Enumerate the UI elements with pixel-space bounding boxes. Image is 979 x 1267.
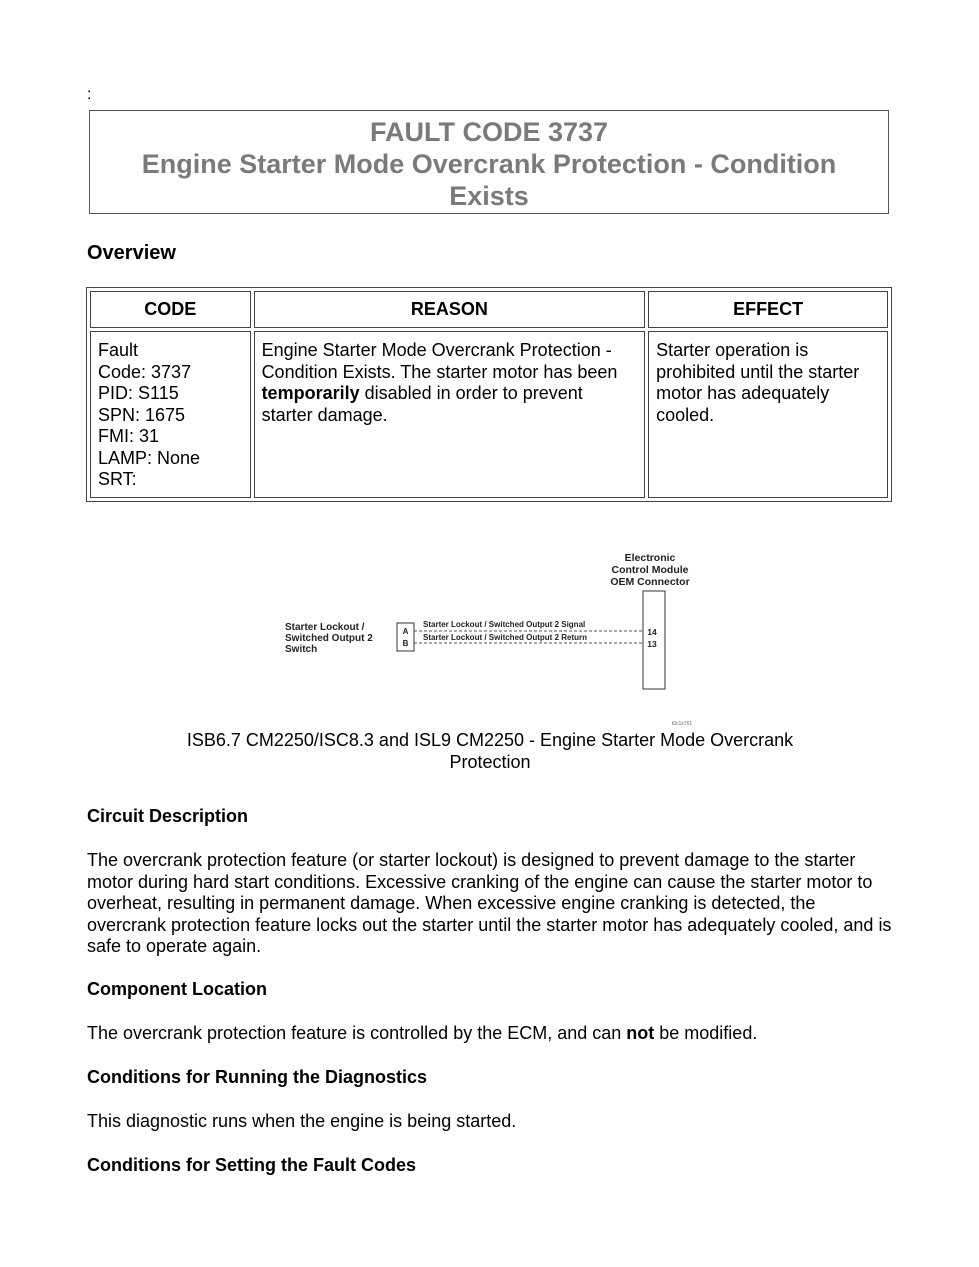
header-effect: EFFECT [648,291,888,328]
switch-label-line1: Starter Lockout / [285,622,365,633]
header-colon: : [87,86,92,103]
pin-14-label: 14 [647,627,657,637]
code-line: SRT: [98,469,137,489]
code-cell [90,331,251,498]
component-location-heading: Component Location [87,979,267,999]
table-row [90,331,888,498]
ecm-label-line2: Control Module [611,564,689,576]
signal-wire-label: Starter Lockout / Switched Output 2 Signal [423,620,586,629]
running-diagnostics-heading: Conditions for Running the Diagnostics [87,1067,427,1087]
running-diagnostics-text: This diagnostic runs when the engine is being started. [87,1111,517,1131]
overview-heading: Overview [87,242,176,264]
table-header-row [90,291,888,328]
code-line: LAMP: None [98,447,201,468]
caption-line2: Protection [449,752,531,772]
switch-label-line3: Switch [285,644,318,655]
header-code: CODE [90,291,251,328]
code-line: PID: S115 [98,383,179,403]
wiring-diagram [280,545,710,730]
code-line: Fault [98,340,139,360]
component-text-emphasis: not [626,1023,655,1043]
circuit-description-heading: Circuit Description [87,806,249,826]
setting-fault-codes-heading: Conditions for Setting the Fault Codes [87,1155,416,1175]
code-line: Code: 3737 [98,361,192,382]
ecm-label-line3: OEM Connector [610,576,690,588]
code-line: SPN: 1675 [98,404,186,425]
effect-cell: Starter operation is prohibited until the starter motor has adequately cooled. [648,331,888,498]
pin-b-label: B [402,639,409,648]
component-text-start: The overcrank protection feature is controlled by the ECM, and can [87,1023,627,1043]
component-location-text [87,1023,897,1045]
caption-line1: ISB6.7 CM2250/ISC8.3 and ISL9 CM2250 - Engine Starter Mode Overcrank [186,730,794,750]
pin-13-label: 13 [647,639,657,649]
component-text-end: be modified. [654,1023,758,1043]
reason-text: Engine Starter Mode Overcrank Protection - Condition Exists. The starter motor has been [261,340,618,382]
fault-code-title: FAULT CODE 3737 [369,117,609,147]
reason-cell [254,331,646,498]
ecm-label-line1: Electronic [624,552,676,564]
switch-label-line2: Switched Output 2 [285,633,373,644]
fault-code-title-box [89,110,889,214]
pin-a-label: A [402,627,409,636]
diagram-caption [130,729,850,773]
fault-code-subtitle-line2: Exists [449,181,529,211]
header-reason: REASON [254,291,646,328]
reason-emphasis: temporarily [261,383,360,403]
figure-id: t0c1s761 [671,721,693,727]
code-line: FMI: 31 [98,426,160,446]
circuit-description-text: The overcrank protection feature (or starter lockout) is designed to prevent damage to the starter motor during hard start conditions. Excessive cranking of the engine can cause the starter motor to overheat, resulting in permanent damage. When excessive engine cranking is detected, the overcrank protection feature locks out the starter until the starter motor has adequately cooled, and is safe to operate again. [87,850,892,956]
return-wire-label: Starter Lockout / Switched Output 2 Return [423,633,588,642]
fault-code-subtitle-line1: Engine Starter Mode Overcrank Protection - Condition [141,149,837,179]
fault-code-table [86,287,892,502]
reason-text-end: disabled in order to prevent starter damage. [261,383,583,425]
